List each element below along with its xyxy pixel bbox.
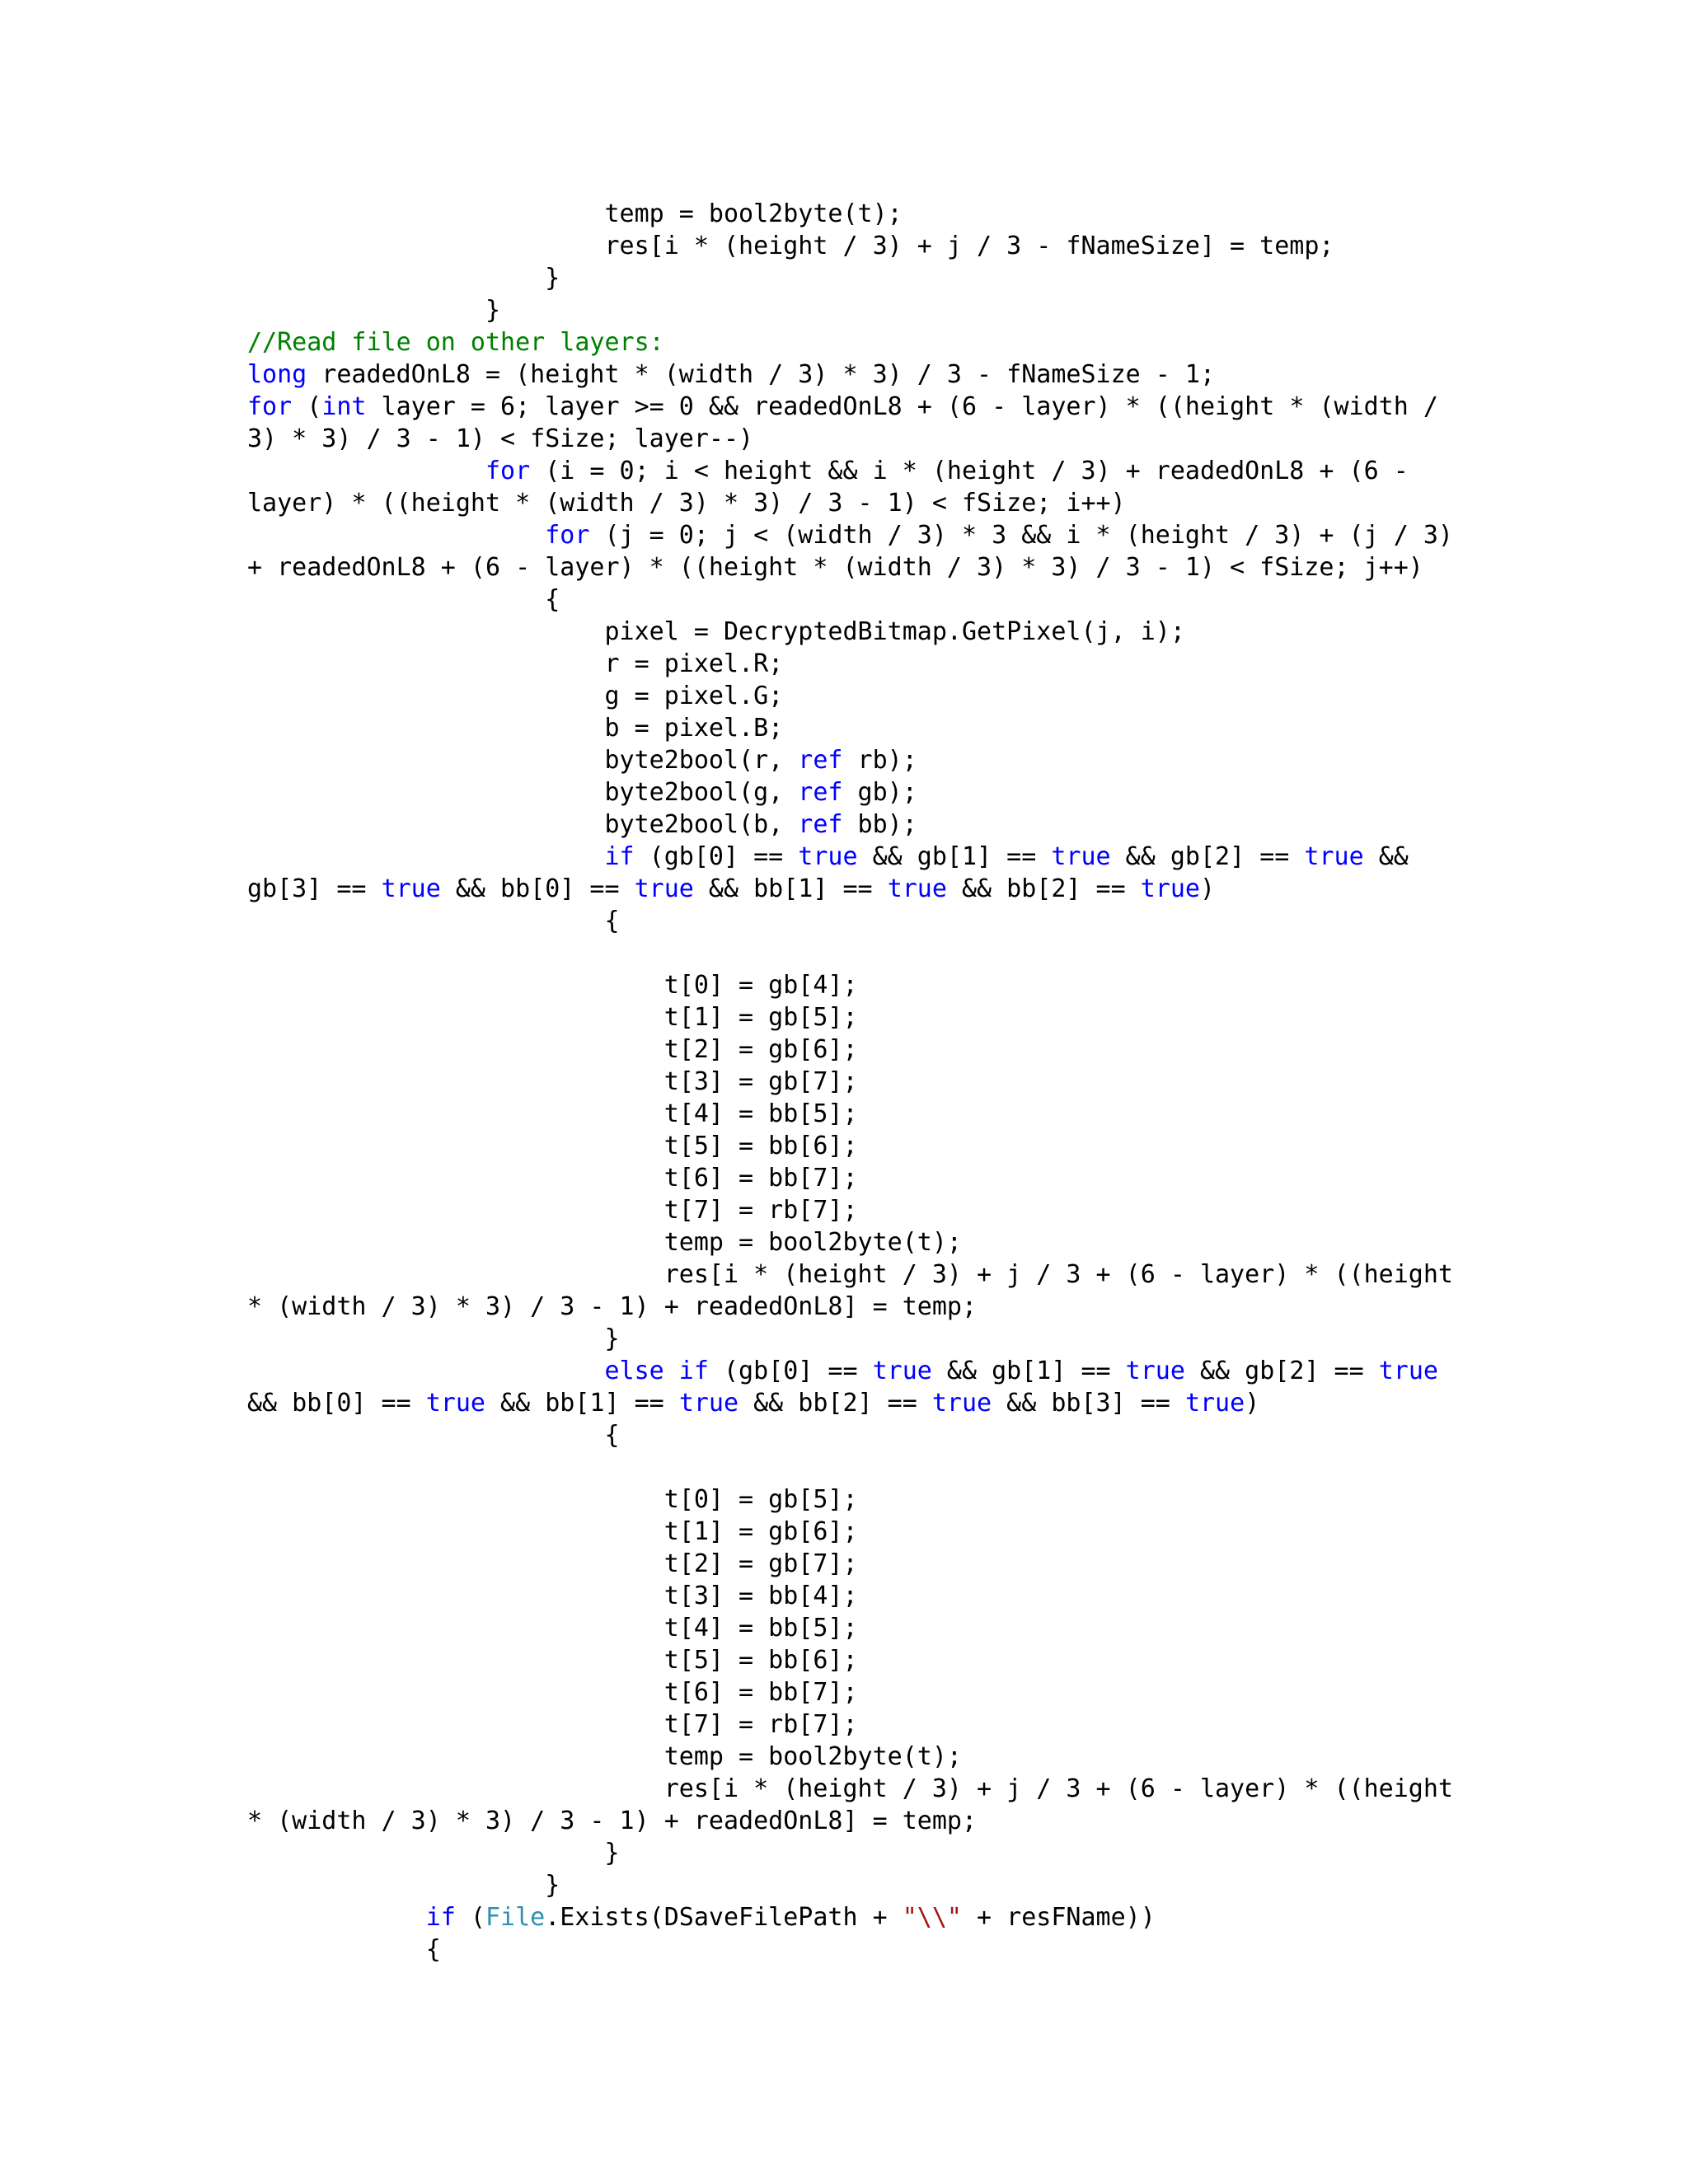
code-token: .Exists(DSaveFilePath + — [545, 1903, 903, 1932]
code-line — [247, 1162, 1533, 1194]
code-line — [247, 776, 1533, 808]
code-line — [247, 1676, 1533, 1708]
comment-token: //Read file on other layers: — [247, 328, 664, 357]
code-line — [247, 1419, 1533, 1451]
code-token: { — [247, 907, 620, 935]
code-line — [247, 841, 1533, 873]
code-token: t[1] = gb[6]; — [247, 1517, 858, 1546]
code-token: rb); — [842, 746, 917, 775]
code-token: { — [247, 585, 560, 614]
code-token: && bb[0] == — [440, 874, 635, 903]
code-line — [247, 744, 1533, 776]
code-line — [247, 1580, 1533, 1612]
keyword-token: if — [604, 842, 635, 871]
code-line — [247, 680, 1533, 712]
code-token: readedOnL8 = (height * (width / 3) * 3) / 3 - fNameSize - 1; — [307, 360, 1216, 389]
keyword-token: true — [1140, 874, 1200, 903]
code-line — [247, 230, 1533, 262]
code-token: (gb[0] == — [708, 1357, 873, 1385]
code-token: (gb[0] == — [634, 842, 799, 871]
code-line — [247, 1098, 1533, 1130]
code-token: ) — [1245, 1389, 1260, 1418]
code-token: t[0] = gb[5]; — [247, 1485, 858, 1514]
keyword-token: true — [1051, 842, 1111, 871]
code-token: && bb[1] == — [485, 1389, 679, 1418]
code-line — [247, 1869, 1533, 1901]
code-token: temp = bool2byte(t); — [247, 199, 903, 228]
code-line — [247, 1805, 1533, 1837]
code-line — [247, 1323, 1533, 1355]
keyword-token: true — [1378, 1357, 1438, 1385]
code-token: && bb[2] == — [738, 1389, 932, 1418]
code-line — [247, 616, 1533, 648]
code-line — [247, 326, 1533, 359]
code-token: res[i * (height / 3) + j / 3 + (6 - layer) * ((height — [247, 1774, 1453, 1803]
code-line — [247, 1355, 1533, 1387]
keyword-token: true — [1184, 1389, 1245, 1418]
keyword-token: true — [381, 874, 441, 903]
type-token: File — [485, 1903, 546, 1932]
keyword-token: true — [931, 1389, 992, 1418]
code-token: pixel = DecryptedBitmap.GetPixel(j, i); — [247, 617, 1185, 646]
code-token: byte2bool(r, — [247, 746, 799, 775]
code-token: { — [247, 1421, 620, 1450]
code-token: && bb[0] == — [247, 1389, 426, 1418]
code-line — [247, 712, 1533, 744]
code-token: && — [1363, 842, 1409, 871]
code-line — [247, 969, 1533, 1001]
code-listing — [247, 198, 1533, 1966]
code-token — [247, 1357, 604, 1385]
code-line — [247, 1773, 1533, 1805]
keyword-token: long — [247, 360, 307, 389]
code-token: t[0] = gb[4]; — [247, 971, 858, 1000]
code-token: && gb[1] == — [931, 1357, 1126, 1385]
code-token: bb); — [842, 810, 917, 839]
code-token: * (width / 3) * 3) / 3 - 1) + readedOnL8] = temp; — [247, 1807, 978, 1835]
keyword-token: else — [604, 1357, 664, 1385]
code-line — [247, 391, 1533, 423]
code-line — [247, 1387, 1533, 1419]
code-line — [247, 1033, 1533, 1066]
code-token: byte2bool(b, — [247, 810, 799, 839]
code-line — [247, 1708, 1533, 1741]
code-token: t[2] = gb[7]; — [247, 1549, 858, 1578]
code-line — [247, 359, 1533, 391]
code-line — [247, 1226, 1533, 1258]
code-line — [247, 1612, 1533, 1644]
keyword-token: for — [247, 392, 293, 421]
code-line — [247, 905, 1533, 937]
code-token: t[7] = rb[7]; — [247, 1196, 858, 1225]
code-token: layer) * ((height * (width / 3) * 3) / 3 - 1) < fSize; i++) — [247, 489, 1126, 518]
code-token: } — [247, 1871, 560, 1900]
code-line — [247, 1483, 1533, 1516]
code-token: (i = 0; i < height && i * (height / 3) + readedOnL8 + (6 - — [530, 457, 1409, 485]
code-line — [247, 1933, 1533, 1966]
keyword-token: true — [425, 1389, 485, 1418]
code-token: + readedOnL8 + (6 - layer) * ((height * (width / 3) * 3) / 3 - 1) < fSize; j++) — [247, 553, 1423, 582]
keyword-token: if — [425, 1903, 456, 1932]
code-token — [247, 842, 604, 871]
code-token: && gb[2] == — [1110, 842, 1305, 871]
code-token: ) — [1200, 874, 1216, 903]
keyword-token: ref — [798, 746, 843, 775]
code-token: g = pixel.G; — [247, 682, 784, 710]
code-line — [247, 262, 1533, 294]
keyword-token: for — [485, 457, 531, 485]
code-token — [247, 521, 545, 550]
code-token: } — [247, 296, 501, 325]
code-token: t[1] = gb[5]; — [247, 1003, 858, 1032]
code-token: t[6] = bb[7]; — [247, 1678, 858, 1707]
code-line — [247, 808, 1533, 841]
code-token — [247, 1903, 426, 1932]
code-line — [247, 487, 1533, 519]
code-line — [247, 198, 1533, 230]
code-line — [247, 519, 1533, 551]
code-line — [247, 1548, 1533, 1580]
code-token: t[7] = rb[7]; — [247, 1710, 858, 1739]
code-line — [247, 1741, 1533, 1773]
keyword-token: for — [545, 521, 590, 550]
code-line — [247, 1901, 1533, 1933]
code-token: b = pixel.B; — [247, 714, 784, 743]
code-line — [247, 1291, 1533, 1323]
code-token — [664, 1357, 679, 1385]
code-line — [247, 1066, 1533, 1098]
keyword-token: int — [321, 392, 367, 421]
code-token: && gb[1] == — [857, 842, 1052, 871]
code-token: t[4] = bb[5]; — [247, 1614, 858, 1643]
code-token: t[5] = bb[6]; — [247, 1646, 858, 1675]
string-token: "\\" — [902, 1903, 962, 1932]
keyword-token: true — [798, 842, 858, 871]
code-token: (j = 0; j < (width / 3) * 3 && i * (height / 3) + (j / 3) — [589, 521, 1453, 550]
code-token: gb[3] == — [247, 874, 382, 903]
code-token: byte2bool(g, — [247, 778, 799, 807]
keyword-token: true — [678, 1389, 739, 1418]
code-line — [247, 1258, 1533, 1291]
code-token: ( — [292, 392, 322, 421]
code-line — [247, 873, 1533, 905]
code-line — [247, 583, 1533, 616]
code-token: t[3] = bb[4]; — [247, 1582, 858, 1610]
keyword-token: ref — [798, 778, 843, 807]
keyword-token: ref — [798, 810, 843, 839]
code-token: t[3] = gb[7]; — [247, 1067, 858, 1096]
code-line — [247, 551, 1533, 583]
code-token: { — [247, 1935, 441, 1964]
code-token: && bb[3] == — [992, 1389, 1185, 1418]
keyword-token: if — [678, 1357, 709, 1385]
code-token: && bb[2] == — [946, 874, 1141, 903]
code-token: && gb[2] == — [1184, 1357, 1379, 1385]
code-token: t[6] = bb[7]; — [247, 1164, 858, 1193]
code-line — [247, 1194, 1533, 1226]
keyword-token: true — [634, 874, 694, 903]
code-token: temp = bool2byte(t); — [247, 1742, 962, 1771]
code-line — [247, 294, 1533, 326]
code-token: t[4] = bb[5]; — [247, 1099, 858, 1128]
keyword-token: true — [887, 874, 947, 903]
code-token: t[5] = bb[6]; — [247, 1132, 858, 1160]
code-line — [247, 1001, 1533, 1033]
code-token: } — [247, 1839, 620, 1868]
code-token: && bb[1] == — [693, 874, 888, 903]
code-line — [247, 1516, 1533, 1548]
code-token: t[2] = gb[6]; — [247, 1035, 858, 1064]
code-line — [247, 1451, 1533, 1483]
code-token — [247, 457, 485, 485]
code-line — [247, 648, 1533, 680]
code-token: * (width / 3) * 3) / 3 - 1) + readedOnL8] = temp; — [247, 1292, 978, 1321]
code-token: + resFName)) — [961, 1903, 1156, 1932]
code-token: gb); — [842, 778, 917, 807]
code-token: 3) * 3) / 3 - 1) < fSize; layer--) — [247, 424, 754, 453]
code-token: r = pixel.R; — [247, 649, 784, 678]
code-line — [247, 455, 1533, 487]
keyword-token: true — [1125, 1357, 1185, 1385]
code-token: ( — [455, 1903, 485, 1932]
code-line — [247, 1130, 1533, 1162]
keyword-token: true — [872, 1357, 932, 1385]
code-line — [247, 1837, 1533, 1869]
code-token: temp = bool2byte(t); — [247, 1228, 962, 1257]
code-token: } — [247, 264, 560, 293]
code-token: res[i * (height / 3) + j / 3 - fNameSize] = temp; — [247, 232, 1334, 260]
code-line — [247, 1644, 1533, 1676]
code-token: layer = 6; layer >= 0 && readedOnL8 + (6 - layer) * ((height * (width / — [366, 392, 1438, 421]
code-line — [247, 937, 1533, 969]
code-token: } — [247, 1324, 620, 1353]
code-line — [247, 423, 1533, 455]
code-token: res[i * (height / 3) + j / 3 + (6 - layer) * ((height — [247, 1260, 1453, 1289]
keyword-token: true — [1304, 842, 1364, 871]
